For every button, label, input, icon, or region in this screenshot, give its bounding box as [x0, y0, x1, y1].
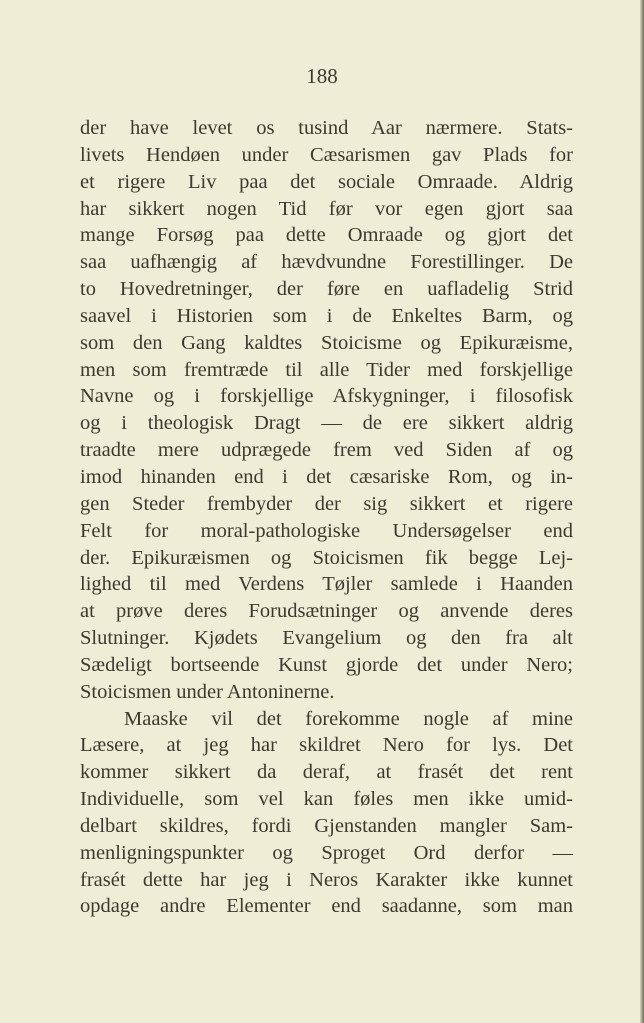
text-line: delbart skildres, fordi Gjenstanden mangler Sam-: [80, 814, 573, 837]
page-number: 188: [306, 64, 338, 88]
text-line: Individuelle, som vel kan føles men ikke umid-: [80, 788, 573, 811]
text-line: der. Epikuræismen og Stoicismen fik begge Lej-: [80, 546, 573, 569]
text-line: Stoicismen under Antoninerne.: [80, 680, 335, 703]
text-line: kommer sikkert da deraf, at frasét det rent: [80, 761, 573, 784]
text-line: livets Hendøen under Cæsarismen gav Plads for: [80, 143, 573, 166]
text-line: imod hinanden end i det cæsariske Rom, og in-: [80, 465, 573, 488]
text-line: Navne og i forskjellige Afskygninger, i filosofisk: [80, 385, 573, 408]
text-line: Felt for moral-pathologiske Undersøgelser end: [80, 519, 573, 542]
text-line: opdage andre Elementer end saadanne, som man: [80, 895, 573, 918]
text-line: at prøve deres Forudsætninger og anvende deres: [80, 600, 573, 623]
text-line: Maaske vil det forekomme nogle af mine: [124, 707, 573, 730]
text-line: der have levet os tusind Aar nærmere. Stats-: [80, 117, 573, 139]
text-line: saavel i Historien som i de Enkeltes Barm, og: [80, 304, 573, 327]
text-line: Læsere, at jeg har skildret Nero for lys. Det: [80, 734, 573, 757]
text-line: mange Forsøg paa dette Omraade og gjort det: [80, 224, 573, 247]
text-line: som den Gang kaldtes Stoicisme og Epikuræisme,: [80, 331, 573, 354]
text-line: og i theologisk Dragt — de ere sikkert aldrig: [80, 412, 573, 435]
text-line: lighed til med Verdens Tøjler samlede i Haanden: [80, 573, 573, 596]
text-line: saa uafhængig af hævdvundne Forestillinger. De: [80, 251, 573, 274]
text-line: har sikkert nogen Tid før vor egen gjort saa: [80, 197, 573, 220]
text-line: men som fremtræde til alle Tider med forskjellige: [80, 358, 573, 381]
text-line: menligningspunkter og Sproget Ord derfor —: [80, 841, 573, 864]
body-text: [80, 115, 573, 920]
text-line: traadte mere udprægede frem ved Siden af og: [80, 439, 573, 462]
text-line: et rigere Liv paa det sociale Omraade. Aldrig: [80, 170, 573, 193]
text-line: to Hovedretninger, der føre en uafladelig Strid: [80, 278, 573, 301]
text-line: Sædeligt bortseende Kunst gjorde det under Nero;: [80, 653, 573, 676]
text-line: frasét dette har jeg i Neros Karakter ikke kunnet: [80, 868, 573, 891]
text-line: gen Steder frembyder der sig sikkert et rigere: [80, 492, 573, 515]
page-edge: [640, 0, 644, 1023]
text-line: Slutninger. Kjødets Evangelium og den fra alt: [80, 627, 573, 650]
